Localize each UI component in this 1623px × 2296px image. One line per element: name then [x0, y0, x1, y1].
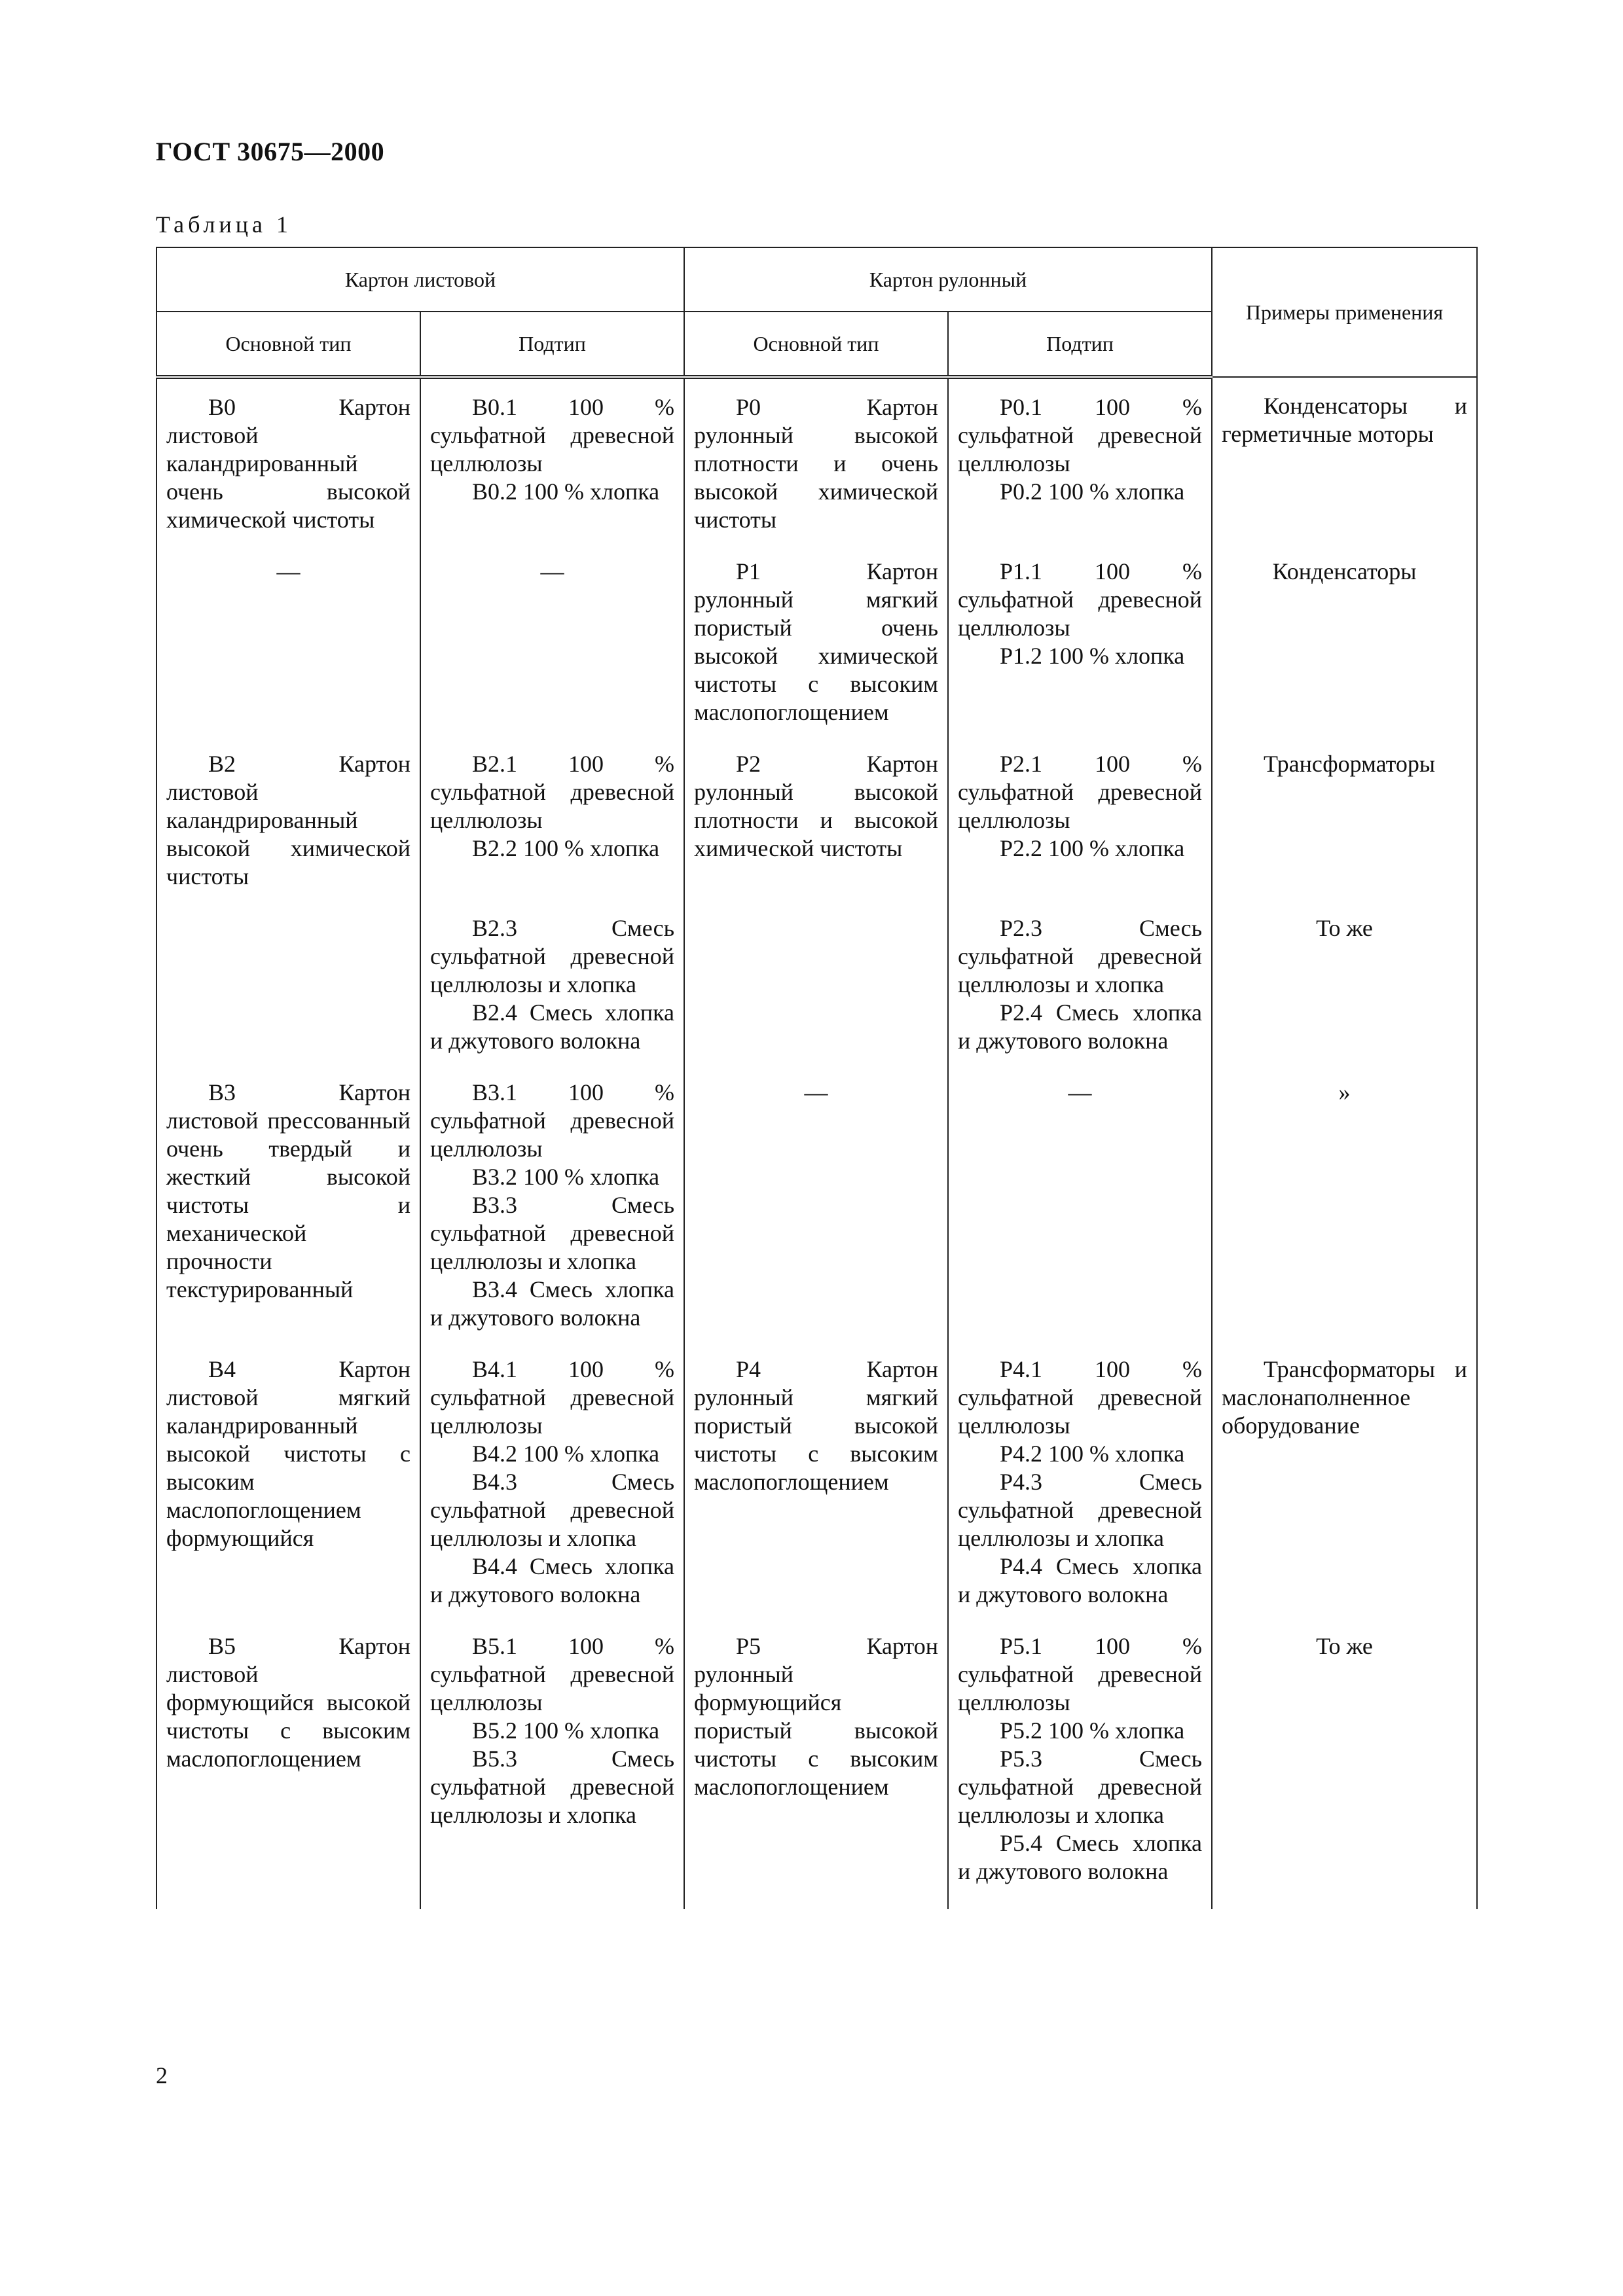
subtype-entry: P4.3 Смесь сульфатной древесной целлюлозы и хлопка	[958, 1469, 1203, 1551]
roll-main-type-cell	[684, 377, 948, 558]
application-examples-cell	[1212, 1632, 1477, 1909]
main-type-text: P4 Картон рулонный мягкий пористый высокой чистоты с высоким маслопоглощением	[694, 1356, 939, 1495]
sheet-main-type-cell	[156, 1355, 420, 1632]
subtype-entry: —	[1068, 1079, 1092, 1105]
subtype-entry: B3.4 Смесь хлопка и джутового волокна	[430, 1276, 675, 1331]
main-type-text: B5 Картон листовой формующийся высокой чистоты с высоким маслопоглощением	[166, 1633, 410, 1772]
subtype-entry: B5.3 Смесь сульфатной древесной целлюлозы и хлопка	[430, 1746, 675, 1828]
subtype-entry: B2.2 100 % хлопка	[472, 835, 660, 861]
main-type-text: B3 Картон листовой прессованный очень твердый и жесткий высокой чистоты и механической прочности текстурированный	[166, 1079, 410, 1302]
sheet-subtype-cell	[420, 558, 684, 750]
sheet-subtype-cell	[420, 1632, 684, 1909]
subtype-entry: B2.4 Смесь хлопка и джутового волокна	[430, 999, 675, 1054]
sheet-main-type-cell	[156, 750, 420, 914]
subtype-entry: P5.4 Смесь хлопка и джутового волокна	[958, 1830, 1203, 1884]
main-type-text: B0 Картон листовой каландрированный очень высокой химической чистоты	[166, 394, 410, 533]
subtype-entry: B5.1 100 % сульфатной древесной целлюлозы	[430, 1633, 675, 1715]
header-application-examples: Примеры применения	[1212, 247, 1477, 377]
subtype-entry: B4.3 Смесь сульфатной древесной целлюлозы и хлопка	[430, 1469, 675, 1551]
table-row	[156, 914, 1477, 1079]
roll-main-type-cell	[684, 1079, 948, 1355]
subtype-entry: P2.2 100 % хлопка	[1000, 835, 1185, 861]
roll-subtype-cell	[948, 1632, 1212, 1909]
application-text: Конденсаторы	[1272, 558, 1417, 584]
sheet-subtype-cell	[420, 1355, 684, 1632]
roll-subtype-cell	[948, 1355, 1212, 1632]
main-type-text: B2 Картон листовой каландрированный высокой химической чистоты	[166, 751, 410, 889]
subtype-entry: —	[540, 558, 564, 584]
application-examples-cell	[1212, 1079, 1477, 1355]
subtype-entry: P4.1 100 % сульфатной древесной целлюлозы	[958, 1356, 1203, 1439]
subtype-entry: B0.2 100 % хлопка	[472, 478, 660, 505]
roll-main-type-cell	[684, 558, 948, 750]
roll-subtype-cell	[948, 750, 1212, 914]
subtype-entry: B3.1 100 % сульфатной древесной целлюлозы	[430, 1079, 675, 1162]
sheet-main-type-cell	[156, 914, 420, 1079]
subtype-entry: B3.2 100 % хлопка	[472, 1164, 660, 1190]
application-text: То же	[1316, 915, 1373, 941]
subtype-entry: B2.1 100 % сульфатной древесной целлюлозы	[430, 751, 675, 833]
header-roll-subtype: Подтип	[948, 312, 1212, 377]
subtype-entry: P1.2 100 % хлопка	[1000, 643, 1185, 669]
header-sheet-subtype: Подтип	[420, 312, 684, 377]
sheet-subtype-cell	[420, 750, 684, 914]
application-examples-cell	[1212, 750, 1477, 914]
subtype-entry: P5.1 100 % сульфатной древесной целлюлозы	[958, 1633, 1203, 1715]
sheet-main-type-cell	[156, 1079, 420, 1355]
header-sheet-cardboard: Картон листовой	[156, 247, 684, 312]
main-type-text: P0 Картон рулонный высокой плотности и очень высокой химической чистоты	[694, 394, 939, 533]
document-header: ГОСТ 30675—2000	[156, 137, 385, 166]
main-type-text: B4 Картон листовой мягкий каландрированный высокой чистоты с высоким маслопоглощением формующийся	[166, 1356, 410, 1551]
main-type-text: P5 Картон рулонный формующийся пористый высокой чистоты с высоким маслопоглощением	[694, 1633, 939, 1800]
subtype-entry: P2.3 Смесь сульфатной древесной целлюлозы и хлопка	[958, 915, 1203, 997]
roll-subtype-cell	[948, 558, 1212, 750]
header-sheet-main-type: Основной тип	[156, 312, 420, 377]
application-text: Конденсаторы и герметичные моторы	[1222, 393, 1468, 447]
application-text: »	[1338, 1079, 1351, 1105]
roll-subtype-cell	[948, 377, 1212, 558]
subtype-entry: P4.4 Смесь хлопка и джутового волокна	[958, 1553, 1203, 1607]
main-type-text: P1 Картон рулонный мягкий пористый очень высокой химической чистоты с высоким маслопоглощением	[694, 558, 939, 725]
application-examples-cell	[1212, 377, 1477, 558]
sheet-subtype-cell	[420, 1079, 684, 1355]
application-text: Трансформаторы	[1264, 751, 1436, 777]
table-row	[156, 558, 1477, 750]
roll-subtype-cell	[948, 914, 1212, 1079]
main-type-text: P2 Картон рулонный высокой плотности и высокой химической чистоты	[694, 751, 939, 861]
sheet-subtype-cell	[420, 377, 684, 558]
sheet-main-type-cell	[156, 558, 420, 750]
subtype-entry: P0.1 100 % сульфатной древесной целлюлозы	[958, 394, 1203, 476]
material-table	[156, 247, 1478, 1909]
subtype-entry: P0.2 100 % хлопка	[1000, 478, 1185, 505]
roll-subtype-cell	[948, 1079, 1212, 1355]
page-number: 2	[156, 2062, 168, 2089]
subtype-entry: B4.4 Смесь хлопка и джутового волокна	[430, 1553, 675, 1607]
application-examples-cell	[1212, 558, 1477, 750]
table-row	[156, 377, 1477, 558]
application-text: Трансформаторы и маслонаполненное оборудование	[1222, 1356, 1468, 1439]
sheet-main-type-cell	[156, 1632, 420, 1909]
header-roll-main-type: Основной тип	[684, 312, 948, 377]
table-caption: Таблица 1	[156, 211, 292, 238]
subtype-entry: P2.1 100 % сульфатной древесной целлюлозы	[958, 751, 1203, 833]
table-body	[156, 377, 1477, 1909]
application-examples-cell	[1212, 914, 1477, 1079]
subtype-entry: B2.3 Смесь сульфатной древесной целлюлозы и хлопка	[430, 915, 675, 997]
roll-main-type-cell	[684, 1355, 948, 1632]
application-text: То же	[1316, 1633, 1373, 1659]
roll-main-type-cell	[684, 750, 948, 914]
table-row	[156, 1632, 1477, 1909]
subtype-entry: P5.3 Смесь сульфатной древесной целлюлозы и хлопка	[958, 1746, 1203, 1828]
sheet-main-type-cell	[156, 377, 420, 558]
table-row	[156, 1355, 1477, 1632]
subtype-entry: P1.1 100 % сульфатной древесной целлюлозы	[958, 558, 1203, 641]
subtype-entry: B0.1 100 % сульфатной древесной целлюлозы	[430, 394, 675, 476]
table-row	[156, 1079, 1477, 1355]
roll-main-type-cell	[684, 914, 948, 1079]
table-row	[156, 750, 1477, 914]
sheet-subtype-cell	[420, 914, 684, 1079]
subtype-entry: P2.4 Смесь хлопка и джутового волокна	[958, 999, 1203, 1054]
subtype-entry: B4.2 100 % хлопка	[472, 1441, 660, 1467]
subtype-entry: B3.3 Смесь сульфатной древесной целлюлозы и хлопка	[430, 1192, 675, 1274]
main-type-text: —	[276, 558, 301, 584]
header-roll-cardboard: Картон рулонный	[684, 247, 1212, 312]
subtype-entry: P4.2 100 % хлопка	[1000, 1441, 1185, 1467]
subtype-entry: B5.2 100 % хлопка	[472, 1717, 660, 1744]
main-type-text: —	[804, 1079, 828, 1105]
subtype-entry: P5.2 100 % хлопка	[1000, 1717, 1185, 1744]
subtype-entry: B4.1 100 % сульфатной древесной целлюлозы	[430, 1356, 675, 1439]
roll-main-type-cell	[684, 1632, 948, 1909]
application-examples-cell	[1212, 1355, 1477, 1632]
